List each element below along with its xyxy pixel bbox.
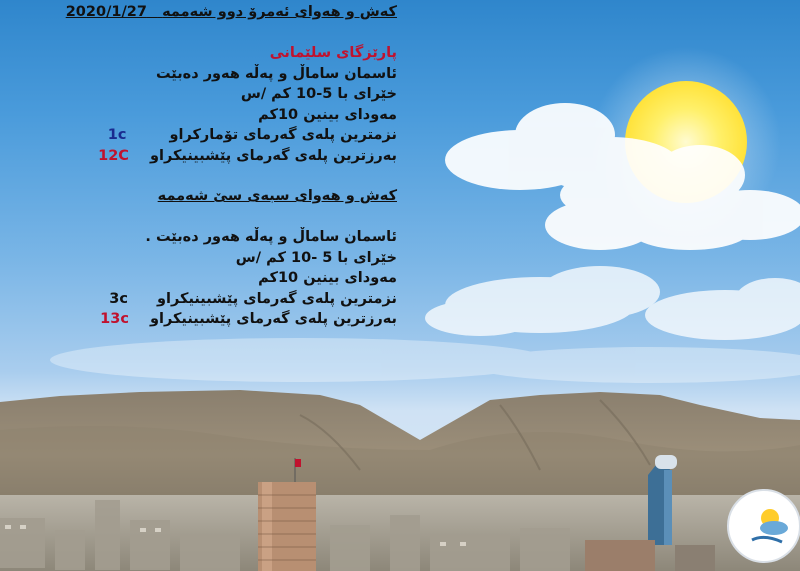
tomorrow-max-value: 13c	[100, 311, 129, 327]
city-name: پارێزگای سلێمانی	[269, 45, 397, 61]
today-min-value: 1c	[107, 127, 127, 143]
today-min-label: نزمترین پلەی گەرمای تۆمارکراو	[169, 127, 397, 143]
today-min-temp	[67, 125, 397, 146]
tomorrow-min-label: نزمترین پلەی گەرمای پێشبینیکراو	[157, 290, 397, 307]
tomorrow-min-value: 3c	[109, 290, 128, 307]
tomorrow-sky: ئاسمان ساماڵ و پەڵە هەور دەبێت .	[145, 229, 397, 245]
tomorrow-visibility: مەودای بینین 10کم	[258, 270, 397, 286]
weather-logo-icon	[724, 484, 800, 568]
tomorrow-min-temp	[67, 289, 397, 310]
today-header	[67, 2, 397, 23]
today-max-value: 12C	[98, 147, 129, 164]
tomorrow-max-temp	[67, 309, 397, 330]
today-header-title: کەش و هەوای ئەمرۆ دوو شەممە	[162, 4, 397, 20]
today-visibility: مەودای بینین 10کم	[258, 106, 397, 123]
tomorrow-max-label: بەرزترین پلەی گەرمای پێشبینیکراو	[150, 311, 397, 327]
tomorrow-wind: خێرای با 5 -10 کم /س	[235, 249, 397, 266]
forecast-panel	[67, 2, 397, 330]
today-header-date: 2020/1/27	[65, 4, 147, 20]
today-max-label: بەرزترین پلەی گەرمای پێشبینیکراو	[150, 147, 397, 164]
today-max-temp	[67, 146, 397, 167]
today-wind: خێرای با 5-10 کم /س	[240, 86, 397, 102]
today-sky: ئاسمان ساماڵ و پەڵە هەور دەبێت	[155, 65, 397, 82]
tomorrow-header: کەش و هەوای سبەی سێ شەممە	[157, 188, 397, 204]
